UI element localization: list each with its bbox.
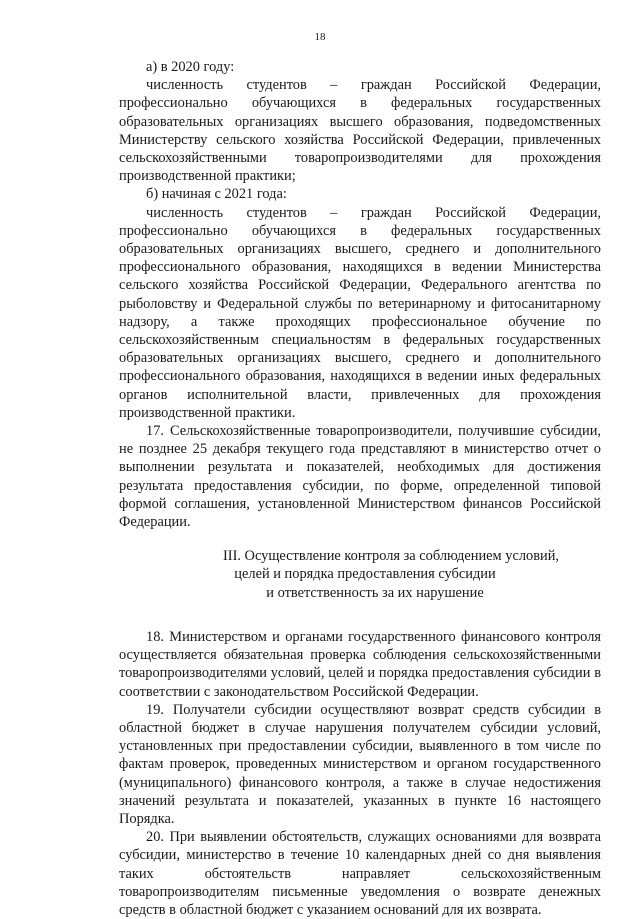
subsection-a-label: а) в 2020 году: [146, 59, 235, 75]
paragraph-17: 17. Сельскохозяйственные товаропроизводители, получившие субсидии, не позднее 25 декабря текущего года представляют в министерство отчет о выполнении результата и показателей, необходимых для достижения результата предоставления субсидии, по форме, определенной типовой формой соглашения, установленной Министерством финансов Российской Федерации. [119, 423, 601, 531]
section-heading-line-3: и ответственность за их нарушение [266, 584, 484, 601]
subsection-b-text: численность студентов – граждан Российской Федерации, профессионально обучающихся в федеральных государственных образовательных организациях высшего, среднего и дополнительного профессионального образования, находящихся в ведении Министерства сельского хозяйства Российской Федерации, Федерального агентства по рыболовству и Федеральной службы по ветеринарному и фитосанитарному надзору, а также проходящих профессиональное обучение по сельскохозяйственным специальностям в федеральных государственных образовательных организациях высшего, среднего и дополнительного профессионального образования, находящихся в ведении иных федеральных органов исполнительной власти, привлеченных для прохождения производственной практики. [119, 204, 601, 421]
paragraph-20: 20. При выявлении обстоятельств, служащих основаниями для возврата субсидии, министерство в течение 10 календарных дней со дня выявления таких обстоятельств направляет сельскохозяйственным товаропроизводителям письменные уведомления о возврате денежных средств в областной бюджет с указанием оснований для их возврата. [119, 829, 601, 918]
subsection-b-label: б) начиная с 2021 года: [146, 186, 287, 203]
paragraph-19: 19. Получатели субсидии осуществляют возврат средств субсидии в областной бюджет в случае нарушения получателем субсидии условий, установленных при предоставлении субсидии, выявленного в том числе по фактам проверок, проведенных министерством и органом государственного (муниципального) финансового контроля, а также в случае недостижения значений результата и показателей, указанных в пункте 16 настоящего Порядка. [119, 701, 601, 827]
document-body [119, 58, 601, 919]
section-heading-line-2: целей и порядка предоставления субсидии [234, 566, 496, 583]
paragraph-18: 18. Министерством и органами государственного финансового контроля осуществляется обязательная проверка соблюдения сельскохозяйственными товаропроизводителями условий, целей и порядка предоставления субсидии в соответствии с законодательством Российской Федерации. [119, 628, 601, 700]
section-heading [119, 547, 601, 602]
page-number: 18 [314, 31, 326, 43]
subsection-a-text: численность студентов – граждан Российской Федерации, профессионально обучающихся в федеральных государственных образовательных организациях высшего образования, подведомственных Министерству сельского хозяйства Российской Федерации, привлеченных сельскохозяйственными товаропроизводителями для прохождения производственной практики; [119, 77, 601, 185]
section-heading-line-1: III. Осуществление контроля за соблюдением условий, [222, 548, 559, 565]
